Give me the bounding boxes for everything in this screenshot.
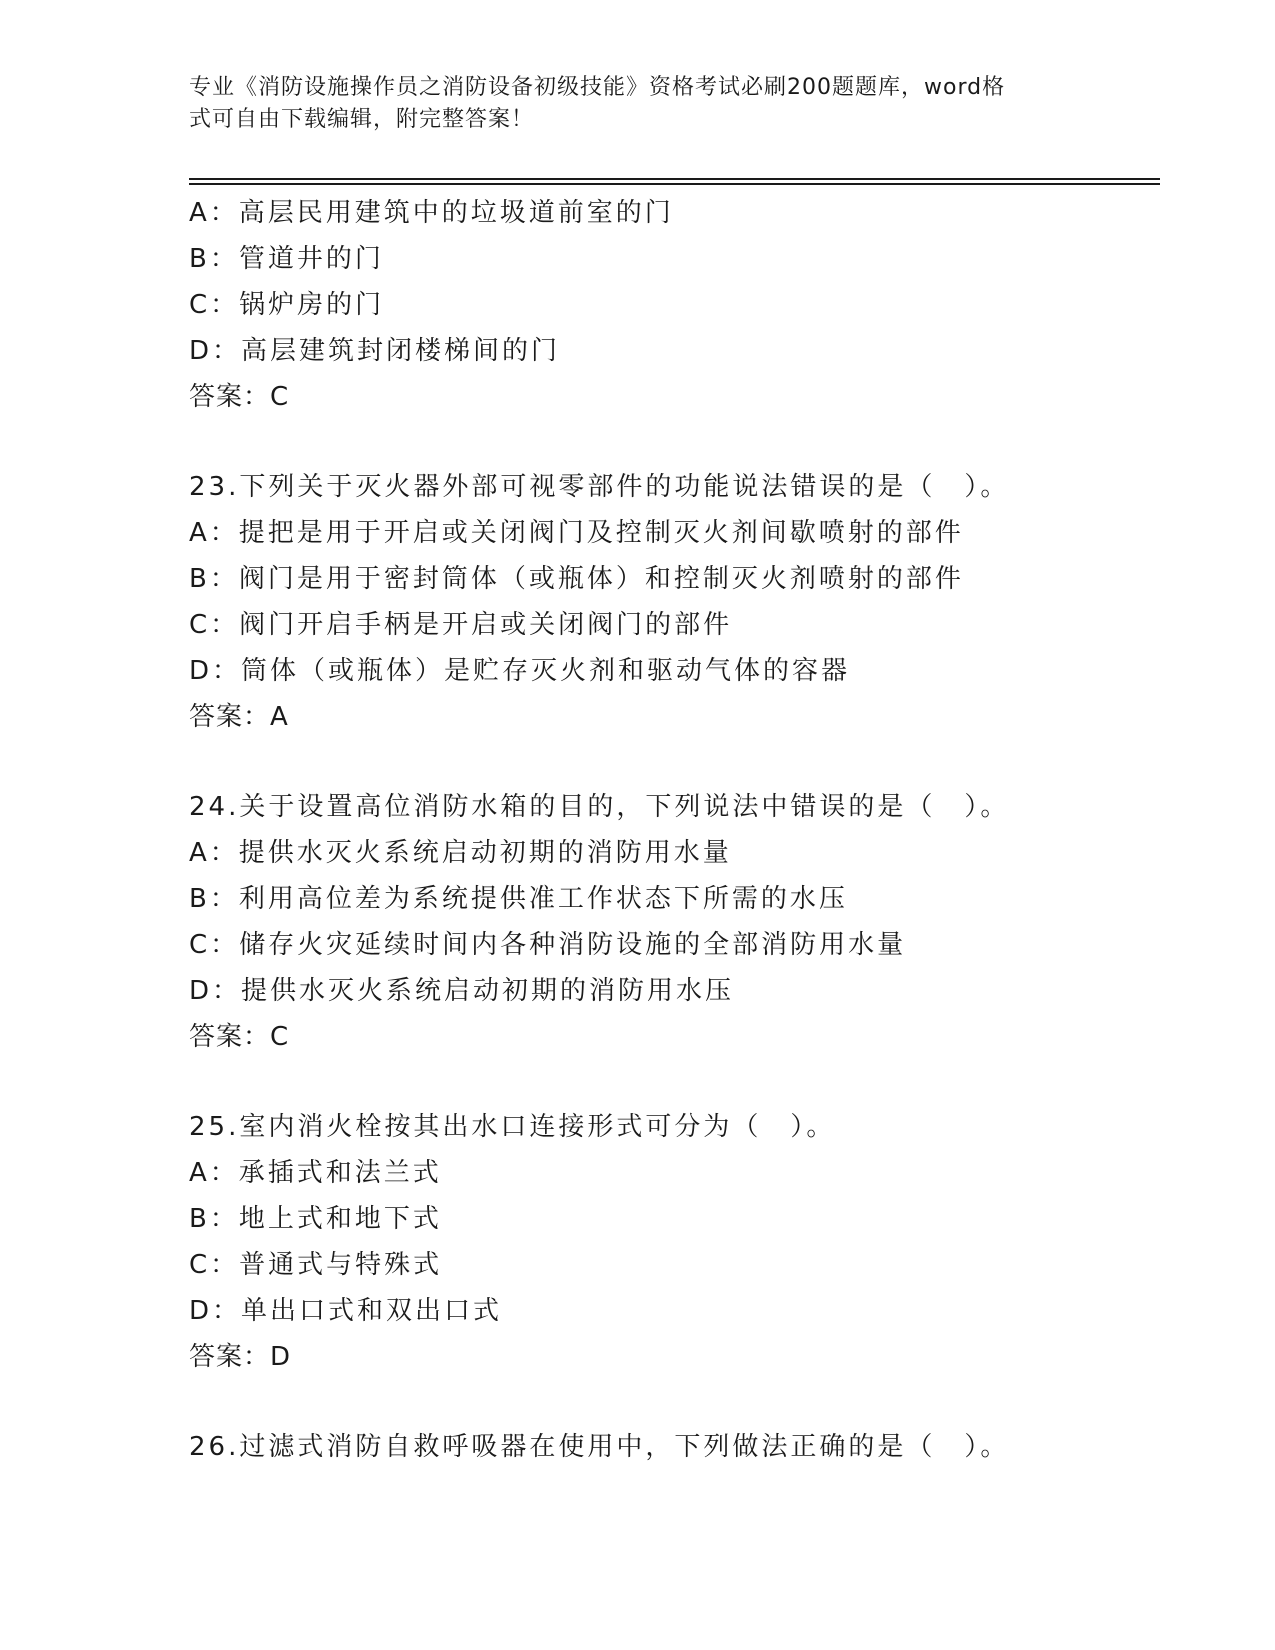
answer-line: 答案：A — [189, 702, 289, 732]
question-block-26 — [189, 1424, 1149, 1470]
question-block-24 — [189, 784, 1149, 1060]
option-b: B：管道井的门 — [189, 244, 384, 274]
option-c: C：储存火灾延续时间内各种消防设施的全部消防用水量 — [189, 930, 907, 960]
option-d: D：提供水灭火系统启动初期的消防用水压 — [189, 976, 735, 1006]
option-c: C：阀门开启手柄是开启或关闭阀门的部件 — [189, 610, 733, 640]
option-d: D：筒体（或瓶体）是贮存灭火剂和驱动气体的容器 — [189, 656, 851, 686]
spacer — [189, 420, 1149, 464]
spacer — [189, 740, 1149, 784]
header-line-1: 专业《消防设施操作员之消防设备初级技能》资格考试必刷200题题库，word格 — [189, 75, 1006, 100]
option-c: C：锅炉房的门 — [189, 290, 385, 320]
question-text: 26.过滤式消防自救呼吸器在使用中，下列做法正确的是（ ）。 — [189, 1432, 1010, 1462]
option-b: B：阀门是用于密封筒体（或瓶体）和控制灭火剂喷射的部件 — [189, 564, 964, 594]
option-d: D：高层建筑封闭楼梯间的门 — [189, 336, 561, 366]
option-b: B：地上式和地下式 — [189, 1204, 442, 1234]
spacer — [189, 1380, 1149, 1424]
question-block-22 — [189, 190, 1149, 420]
spacer — [189, 1060, 1149, 1104]
question-text: 25.室内消火栓按其出水口连接形式可分为（ ）。 — [189, 1112, 836, 1142]
option-a: A：提把是用于开启或关闭阀门及控制灭火剂间歇喷射的部件 — [189, 518, 964, 548]
option-a: A：提供水灭火系统启动初期的消防用水量 — [189, 838, 732, 868]
question-block-23 — [189, 464, 1149, 740]
document-header — [189, 72, 1069, 136]
option-d: D：单出口式和双出口式 — [189, 1296, 503, 1326]
header-divider-bottom — [189, 183, 1160, 185]
answer-line: 答案：C — [189, 382, 290, 412]
header-divider-top — [189, 178, 1160, 180]
option-a: A：承插式和法兰式 — [189, 1158, 442, 1188]
question-list — [189, 190, 1149, 1470]
option-a: A：高层民用建筑中的垃圾道前室的门 — [189, 198, 674, 228]
question-text: 23.下列关于灭火器外部可视零部件的功能说法错误的是（ ）。 — [189, 472, 1010, 502]
question-block-25 — [189, 1104, 1149, 1380]
question-text: 24.关于设置高位消防水箱的目的，下列说法中错误的是（ ）。 — [189, 792, 1010, 822]
answer-line: 答案：D — [189, 1342, 292, 1372]
option-b: B：利用高位差为系统提供准工作状态下所需的水压 — [189, 884, 848, 914]
answer-line: 答案：C — [189, 1022, 290, 1052]
option-c: C：普通式与特殊式 — [189, 1250, 443, 1280]
header-line-2: 式可自由下载编辑，附完整答案！ — [189, 107, 535, 132]
